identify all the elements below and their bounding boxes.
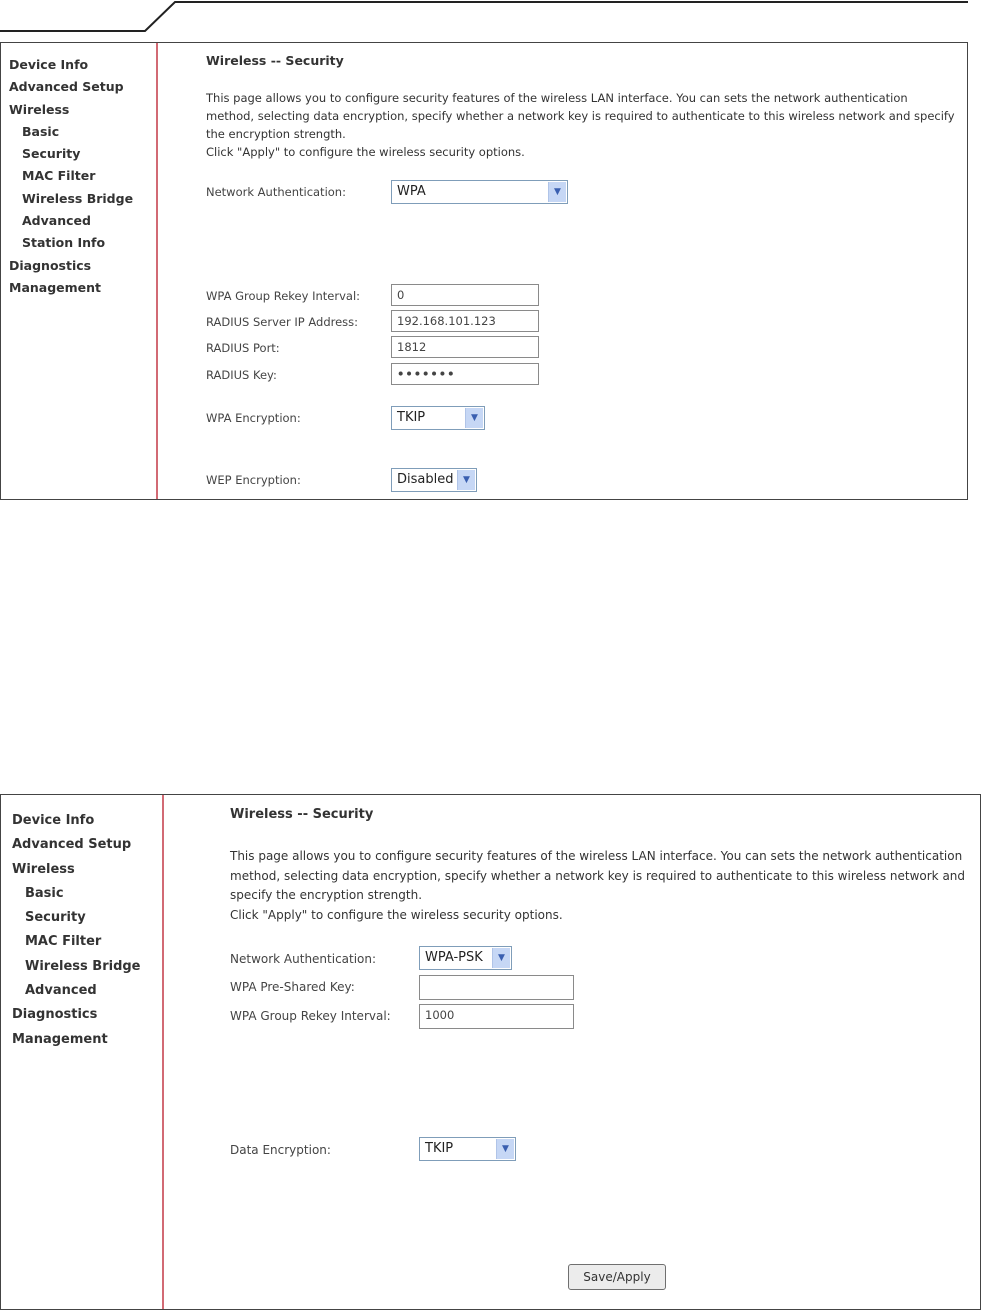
network-auth-value: WPA <box>397 184 426 199</box>
sidebar-item-wireless[interactable]: Wireless <box>9 101 70 117</box>
save-apply-button[interactable]: Save/Apply <box>568 1264 666 1290</box>
main-content <box>230 795 972 1309</box>
radius-key-label: RADIUS Key: <box>206 368 277 382</box>
sidebar-nav <box>1 43 158 499</box>
sidebar-item-management[interactable]: Management <box>9 279 102 295</box>
description-apply-text: Click "Apply" to configure the wireless security options. <box>206 145 525 159</box>
page-description <box>206 89 959 161</box>
radius-ip-input[interactable]: 192.168.101.123 <box>391 310 539 332</box>
nav-list <box>1 54 133 299</box>
description-text: This page allows you to configure security features of the wireless LAN interface. You can sets the network authentication method, selecting data encryption, specify whether a network key is required to authenticate to this wireless network and specify the encryption strength. <box>230 849 966 902</box>
sidebar-item-advanced-setup[interactable]: Advanced Setup <box>9 79 124 95</box>
group-rekey-input[interactable]: 1000 <box>419 1004 574 1029</box>
sidebar-item-security[interactable]: Security <box>22 146 81 162</box>
chevron-down-icon: ▼ <box>492 948 510 968</box>
sidebar-item-mac-filter[interactable]: MAC Filter <box>22 168 96 184</box>
main-content <box>206 43 959 499</box>
wpa-psk-security-panel <box>0 794 981 1310</box>
sidebar-item-wireless-bridge[interactable]: Wireless Bridge <box>22 190 134 206</box>
page-title: Wireless -- Security <box>206 53 344 68</box>
page-description <box>230 847 972 925</box>
network-auth-select[interactable] <box>419 946 512 970</box>
network-auth-value: WPA-PSK <box>425 950 483 965</box>
sidebar-item-wireless[interactable]: Wireless <box>12 861 75 877</box>
network-auth-label: Network Authentication: <box>230 952 377 966</box>
wpa-encryption-label: WPA Encryption: <box>206 411 301 425</box>
sidebar-nav <box>1 795 164 1309</box>
wpa-encryption-select[interactable] <box>391 406 485 430</box>
wpa-security-panel <box>0 42 968 500</box>
data-encryption-label: Data Encryption: <box>230 1143 331 1157</box>
radius-key-input[interactable]: ••••••• <box>391 363 539 385</box>
network-auth-select[interactable] <box>391 180 568 204</box>
wep-encryption-label: WEP Encryption: <box>206 473 301 487</box>
sidebar-item-device-info[interactable]: Device Info <box>12 813 95 828</box>
group-rekey-label: WPA Group Rekey Interval: <box>206 289 361 303</box>
wep-encryption-select[interactable] <box>391 468 477 492</box>
sidebar-item-advanced[interactable]: Advanced <box>25 983 97 999</box>
sidebar-item-basic[interactable]: Basic <box>25 885 64 901</box>
data-encryption-value: TKIP <box>425 1141 454 1156</box>
description-text: This page allows you to configure security features of the wireless LAN interface. You can sets the network authentication method, selecting data encryption, specify whether a network key is required to authenticate to this wireless network and specify the encryption strength. <box>206 91 955 141</box>
chevron-down-icon: ▼ <box>548 182 566 202</box>
sidebar-item-wireless-bridge[interactable]: Wireless Bridge <box>25 958 141 974</box>
sidebar-item-device-info[interactable]: Device Info <box>9 57 89 72</box>
sidebar-item-security[interactable]: Security <box>25 910 86 926</box>
nav-list <box>1 809 141 1052</box>
description-apply-text: Click "Apply" to configure the wireless security options. <box>230 907 563 922</box>
sidebar-item-management[interactable]: Management <box>12 1031 108 1047</box>
chevron-down-icon: ▼ <box>496 1139 514 1159</box>
sidebar-item-station-info[interactable]: Station Info <box>22 235 106 251</box>
sidebar-item-diagnostics[interactable]: Diagnostics <box>9 257 92 273</box>
radius-port-label: RADIUS Port: <box>206 341 280 355</box>
sidebar-item-mac-filter[interactable]: MAC Filter <box>25 934 102 950</box>
chevron-down-icon: ▼ <box>457 470 475 490</box>
wep-encryption-value: Disabled <box>397 472 454 487</box>
group-rekey-input[interactable]: 0 <box>391 284 539 306</box>
sidebar-item-advanced[interactable]: Advanced <box>22 213 91 229</box>
data-encryption-select[interactable] <box>419 1137 516 1161</box>
wpa-encryption-value: TKIP <box>397 410 426 425</box>
sidebar-item-diagnostics[interactable]: Diagnostics <box>12 1007 98 1023</box>
sidebar-item-advanced-setup[interactable]: Advanced Setup <box>12 837 132 853</box>
radius-ip-label: RADIUS Server IP Address: <box>206 315 359 329</box>
header-decoration <box>0 0 981 40</box>
psk-label: WPA Pre-Shared Key: <box>230 980 355 994</box>
radius-port-input[interactable]: 1812 <box>391 336 539 358</box>
sidebar-item-basic[interactable]: Basic <box>22 123 60 139</box>
network-auth-label: Network Authentication: <box>206 185 346 199</box>
chevron-down-icon: ▼ <box>465 408 483 428</box>
page-title: Wireless -- Security <box>230 807 374 822</box>
group-rekey-label: WPA Group Rekey Interval: <box>230 1009 391 1023</box>
psk-input[interactable] <box>419 975 574 1000</box>
